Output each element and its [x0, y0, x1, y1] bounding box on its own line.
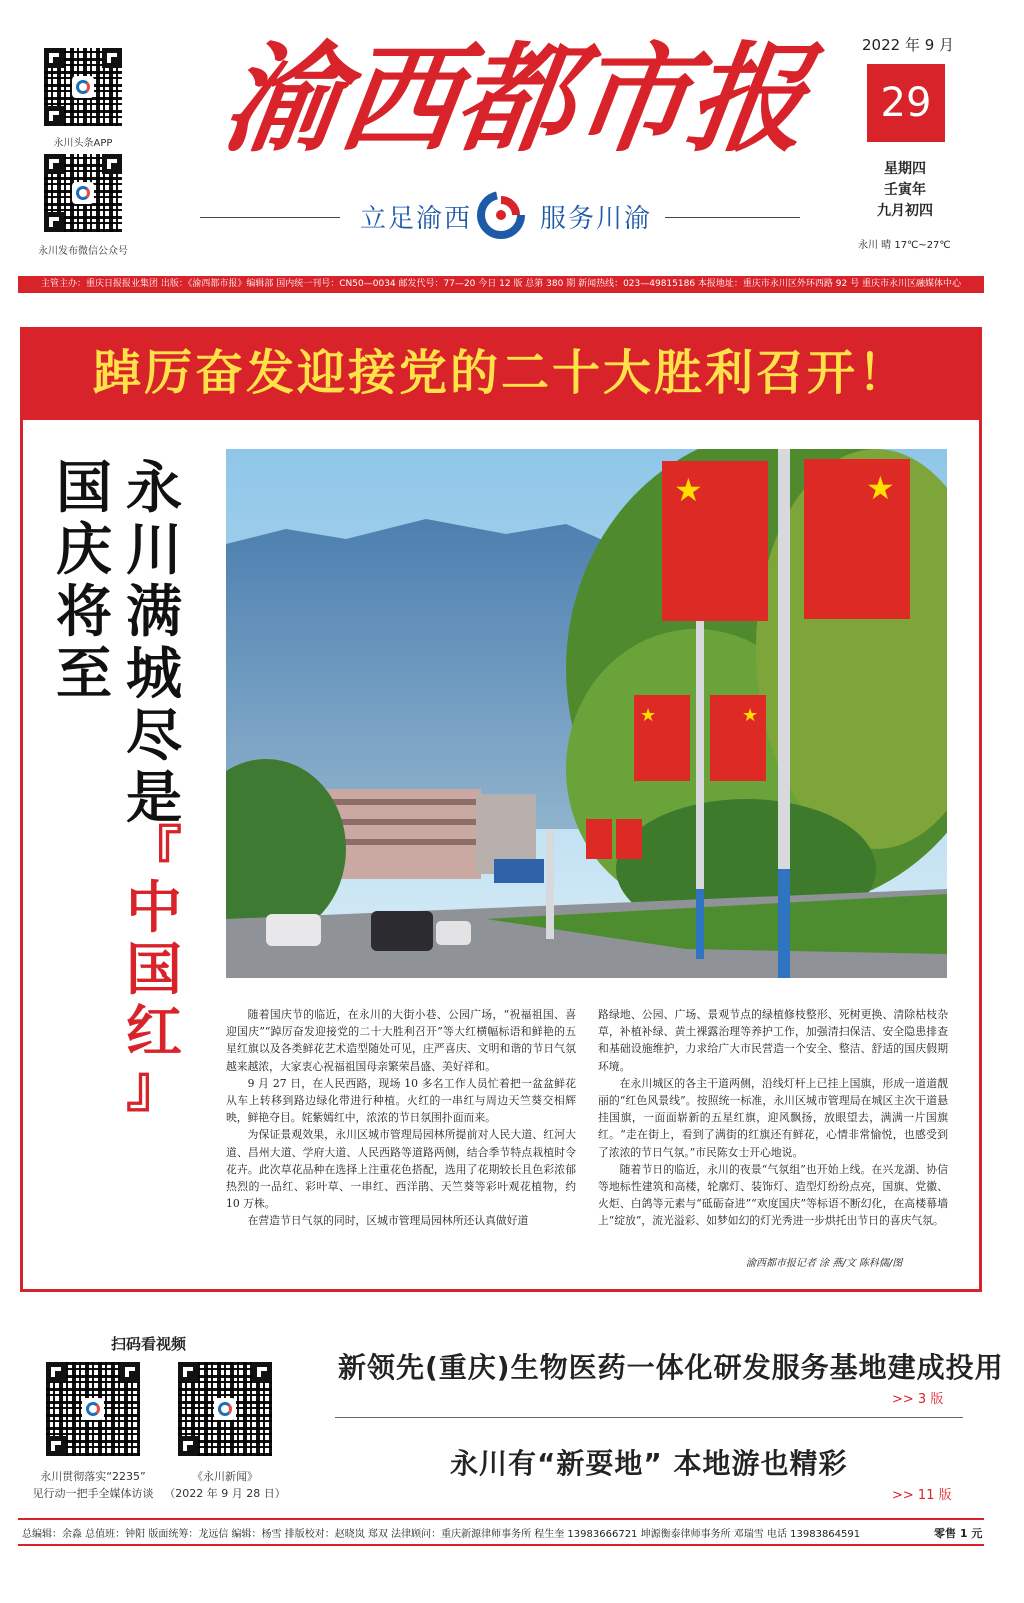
qr-caption-interview-line1: 永川贯彻落实“2235” — [40, 1470, 146, 1483]
video-qr-title: 扫码看视频 — [111, 1335, 187, 1353]
title-char: 将 — [56, 580, 112, 645]
title-char: 尽 — [126, 704, 182, 769]
qr-caption-interview-line2: 见行动一把手全媒体访谈 — [32, 1487, 154, 1500]
issue-weekday: 星期四 — [884, 161, 926, 177]
slogan-rule-right — [665, 217, 800, 218]
article-column-left — [226, 1006, 576, 1230]
article-column-right — [598, 1006, 948, 1230]
article-paragraph: 在永川城区的各主干道两侧，沿线灯杆上已挂上国旗，形成一道道靓丽的“红色风景线”。按照统一标准，永川区城市管理局在城区主次干道悬挂国旗，一面面崭新的五星红旗，迎风飘扬，放眼望去，满满一片国旗红。“走在街上，看到了满街的红旗还有鲜花，心情非常愉悦，也感受到了浓浓的节日气氛。”市民陈女士开心地说。 — [598, 1076, 948, 1159]
title-char: 川 — [126, 518, 182, 583]
title-char: 是 — [126, 766, 182, 831]
banner-headline: 踔厉奋发迎接党的二十大胜利召开！ — [92, 345, 909, 401]
title-char: 永 — [126, 456, 182, 521]
article-byline: 渝西都市报记者 涂 燕/文 陈科儒/图 — [746, 1258, 903, 1269]
title-char-red: 国 — [126, 938, 182, 1003]
article-paragraph: 随着国庆节的临近，在永川的大街小巷、公园广场，“祝福祖国、喜迎国庆”“踔厉奋发迎接党的二十大胜利召开”等大红横幅标语和鲜艳的五星红旗以及各类鲜花艺术造型随处可见，庄严喜庆、文明和谐的节日气氛越来越浓，大家衷心祝福祖国母亲繁荣昌盛、美好祥和。 — [226, 1008, 576, 1073]
weather-info: 永川 晴 17℃~27℃ — [858, 240, 951, 251]
feature-photo — [226, 449, 947, 978]
title-char: 国 — [56, 456, 112, 521]
masthead-title: 渝西都市报 — [215, 29, 815, 168]
publication-info-bar: 主管主办：重庆日报报业集团 出版：《渝西都市报》编辑部 国内统一刊号：CN50—0034 邮发代号：77—20 今日 12 版 总第 380 期 新闻热线：023—49815186 本报地址：重庆市永川区外环西路 92 号 重庆市永川区融媒体中心 — [18, 276, 984, 293]
article-paragraph: 路绿地、公园、广场、景观节点的绿植修枝整形、死树更换、清除枯枝杂草，补植补绿、黄土裸露治理等养护工作，加强清扫保洁、安全隐患排查和基础设施维护，力求给广大市民营造一个安全、整洁、舒适的国庆假期环境。 — [598, 1008, 948, 1073]
title-char: 满 — [126, 580, 182, 645]
article-paragraph: 为保证景观效果，永川区城市管理局园林所提前对人民大道、红河大道、昌州大道、学府大道、人民西路等道路两侧，结合季节特点栽植时令花卉。此次草花品种在选择上注重花色搭配，选用了花期较长且色彩浓郁热烈的一品红、彩叶草、一串红、西洋鹃、天竺葵等彩叶观花植物，约 10 万株。 — [226, 1128, 576, 1211]
editorial-credits — [22, 1525, 984, 1540]
teaser-divider — [335, 1417, 963, 1418]
newspaper-logo-icon — [476, 190, 526, 240]
teaser-pageref-3[interactable]: >> 3 版 — [892, 1392, 944, 1407]
title-char-red: 红 — [126, 1000, 182, 1065]
qr-code-news-video[interactable] — [178, 1362, 272, 1456]
title-char: 至 — [56, 642, 112, 707]
issue-year-month: 2022 年 9 月 — [862, 36, 955, 54]
slogan-right: 服务川渝 — [540, 204, 653, 234]
svg-text:★: ★ — [742, 705, 759, 726]
teaser-headline-biomedical[interactable]: 新领先(重庆)生物医药一体化研发服务基地建成投用 — [338, 1351, 1004, 1384]
svg-text:★: ★ — [640, 705, 657, 726]
footer-rule — [18, 1518, 984, 1520]
slogan-rule-left — [200, 217, 340, 218]
svg-text:★: ★ — [866, 469, 895, 507]
article-paragraph: 9 月 27 日，在人民西路，现场 10 多名工作人员忙着把一盆盆鲜花从车上转移到路边绿化带进行种植。火红的一串红与周边天竺葵交相辉映，鲜艳夺目。姹紫嫣红中，浓浓的节日氛围扑面而来。 — [226, 1076, 576, 1125]
editorial-credits-text: 总编辑：余淼 总值班：钟阳 版面统筹：龙远信 编辑：杨雪 排版校对：赵晓岚 郑双 法律顾问：重庆新源律师事务所 程生奎 13983666721 坤源衡泰律师事务所 邓瑞雪 电话 13983864591 — [22, 1529, 861, 1540]
slogan-left: 立足渝西 — [360, 204, 473, 234]
title-char-red: 』 — [126, 1055, 182, 1120]
article-paragraph: 随着节日的临近，永川的夜景“气氛组”也开始上线。在兴龙湖、协信等地标性建筑和高楼，轮廓灯、装饰灯、造型灯纷纷点亮，国旗、党徽、火炬、白鸽等元素与“砥砺奋进”“欢度国庆”等标语不断幻化，在高楼幕墙上“绽放”，流光溢彩、如梦如幻的灯光秀进一步烘托出节日的喜庆气氛。 — [598, 1162, 948, 1228]
qr-code-wechat[interactable] — [44, 154, 122, 232]
title-char: 城 — [126, 642, 182, 707]
title-char-red: 中 — [126, 876, 182, 941]
teaser-pageref-11[interactable]: >> 11 版 — [892, 1488, 952, 1503]
qr-caption-toutiao: 永川头条APP — [53, 138, 113, 149]
feature-title-col1 — [52, 458, 116, 706]
qr-caption-wechat: 永川发布微信公众号 — [38, 246, 128, 257]
qr-code-interview-video[interactable] — [46, 1362, 140, 1456]
footer-rule-bottom — [18, 1544, 984, 1546]
svg-text:★: ★ — [674, 471, 703, 509]
title-char: 庆 — [56, 518, 112, 583]
title-char-red: 『 — [126, 821, 182, 886]
qr-caption-news-line1: 《永川新闻》 — [192, 1470, 258, 1483]
qr-caption-news-line2: （2022 年 9 月 28 日） — [164, 1487, 286, 1500]
article-paragraph: 在营造节日气氛的同时，区城市管理局园林所还认真做好道 — [247, 1214, 529, 1228]
feature-title-col2 — [122, 456, 186, 1120]
issue-day: 29 — [867, 64, 945, 142]
issue-lunar-year: 壬寅年 — [884, 182, 926, 198]
retail-price: 零售 1 元 — [934, 1527, 983, 1540]
issue-lunar-date: 九月初四 — [877, 203, 933, 219]
qr-code-toutiao[interactable] — [44, 48, 122, 126]
teaser-headline-tourism[interactable]: 永川有“新耍地” 本地游也精彩 — [450, 1447, 848, 1480]
